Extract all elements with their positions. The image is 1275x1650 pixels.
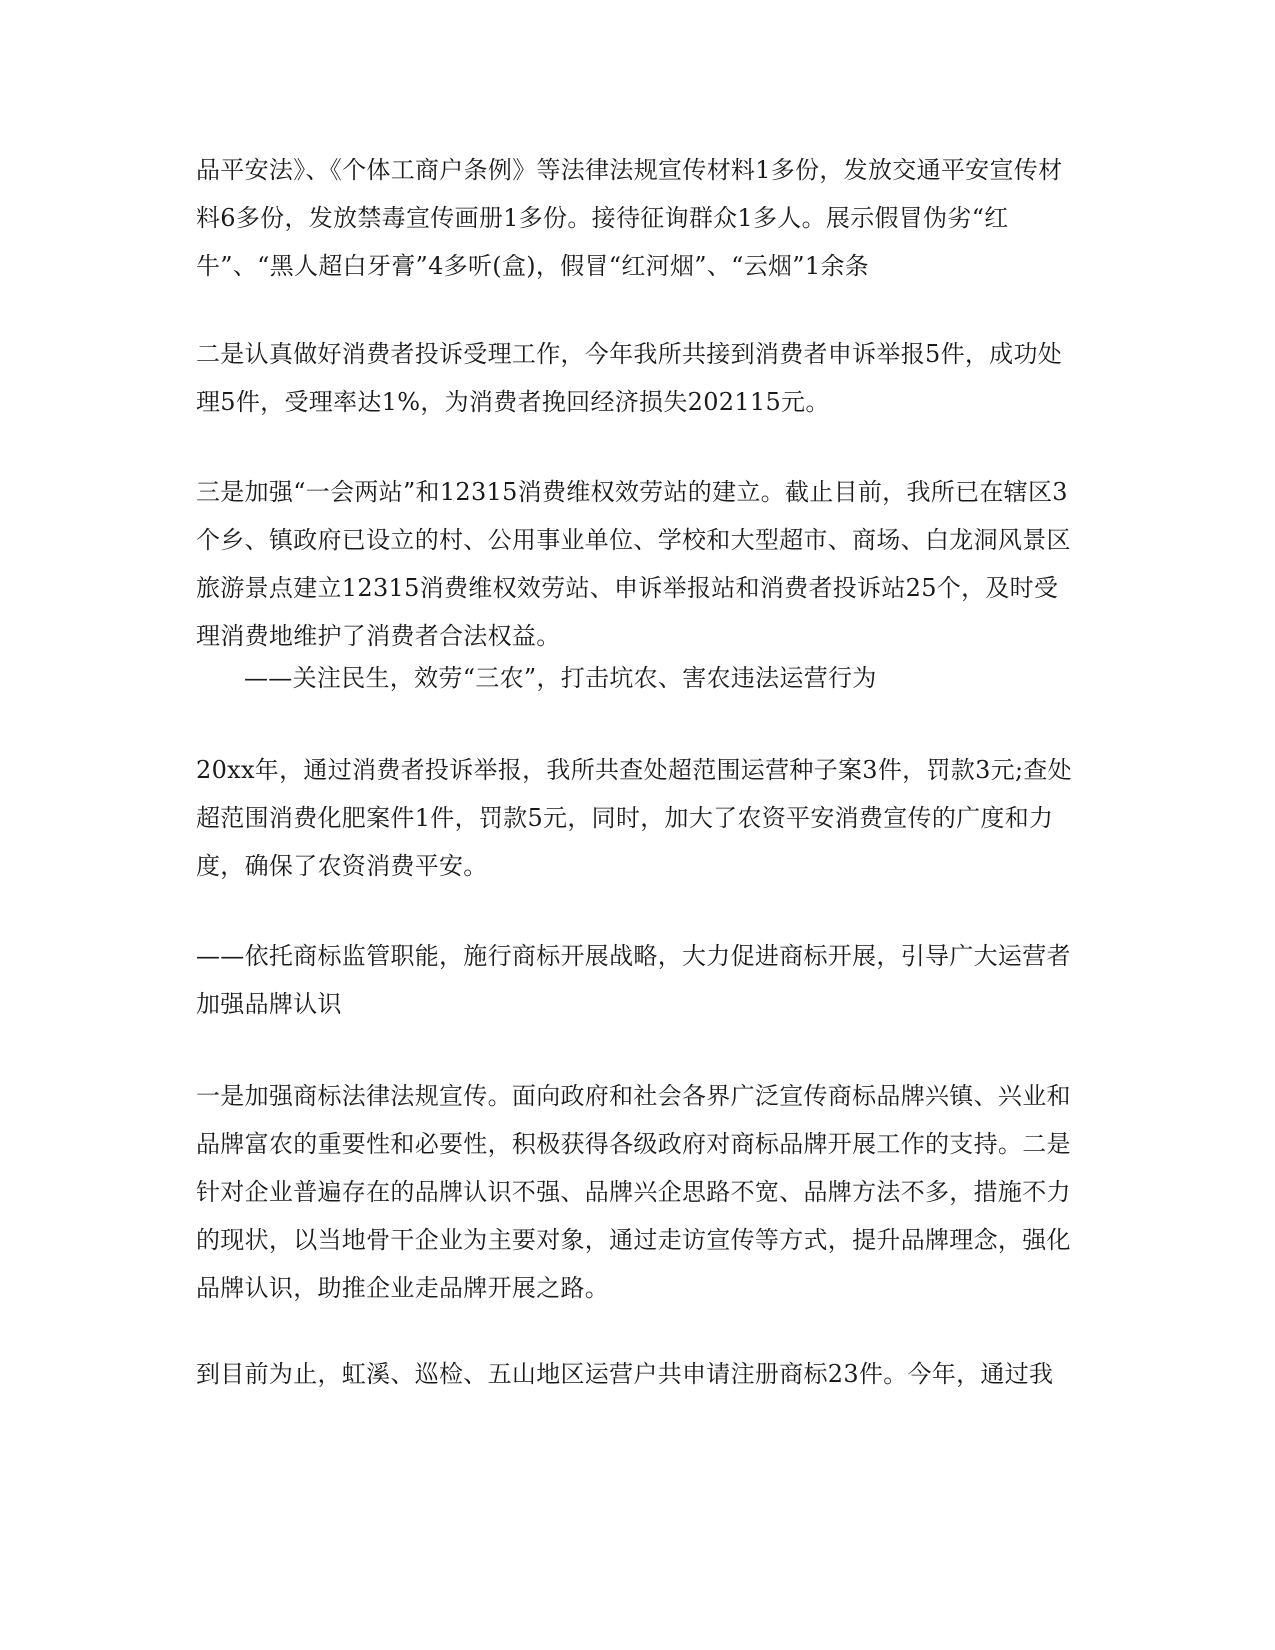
section-heading-trademark: ——依托商标监管职能，施行商标开展战略，大力促进商标开展，引导广大运营者加强品牌认识 bbox=[196, 942, 1071, 1018]
paragraph-legal-publicity: 品平安法》、《个体工商户条例》等法律法规宣传材料1多份，发放交通平安宣传材料6多份，发放禁毒宣传画册1多份。接待征询群众1多人。展示假冒伪劣“红牛”、“黑人超白牙膏”4多听(盒)，假冒“红河烟”、“云烟”1余条 bbox=[196, 156, 1063, 280]
paragraph-trademark-publicity: 一是加强商标法律法规宣传。面向政府和社会各界广泛宣传商标品牌兴镇、兴业和品牌富农的重要性和必要性，积极获得各级政府对商标品牌开展工作的支持。二是针对企业普遍存在的品牌认识不强、品牌兴企思路不宽、品牌方法不多，措施不力的现状，以当地骨干企业为主要对象，通过走访宣传等方式，提升品牌理念，强化品牌认识，助推企业走品牌开展之路。 bbox=[196, 1082, 1071, 1302]
paragraph-trademark-registration: 到目前为止，虹溪、巡检、五山地区运营户共申请注册商标23件。今年，通过我 bbox=[196, 1360, 1054, 1388]
paragraph-complaint-handling: 二是认真做好消费者投诉受理工作，今年我所共接到消费者申诉举报5件，成功处理5件，受理率达1%，为消费者挽回经济损失202115元。 bbox=[196, 340, 1063, 416]
paragraph-service-stations: 三是加强“一会两站”和12315消费维权效劳站的建立。截止目前，我所已在辖区3个乡、镇政府已设立的村、公用事业单位、学校和大型超市、商场、白龙洞风景区旅游景点建立12315消费维权效劳站、申诉举报站和消费者投诉站25个，及时受理消费地维护了消费者合法权益。 bbox=[196, 478, 1071, 650]
paragraph-agri-enforcement: 20xx年，通过消费者投诉举报，我所共查处超范围运营种子案3件，罚款3元;查处超范围消费化肥案件1件，罚款5元，同时，加大了农资平安消费宣传的广度和力度，确保了农资消费平安。 bbox=[196, 756, 1072, 880]
section-heading-agriculture: ——关注民生，效劳“三农”，打击坑农、害农违法运营行为 bbox=[244, 664, 877, 692]
